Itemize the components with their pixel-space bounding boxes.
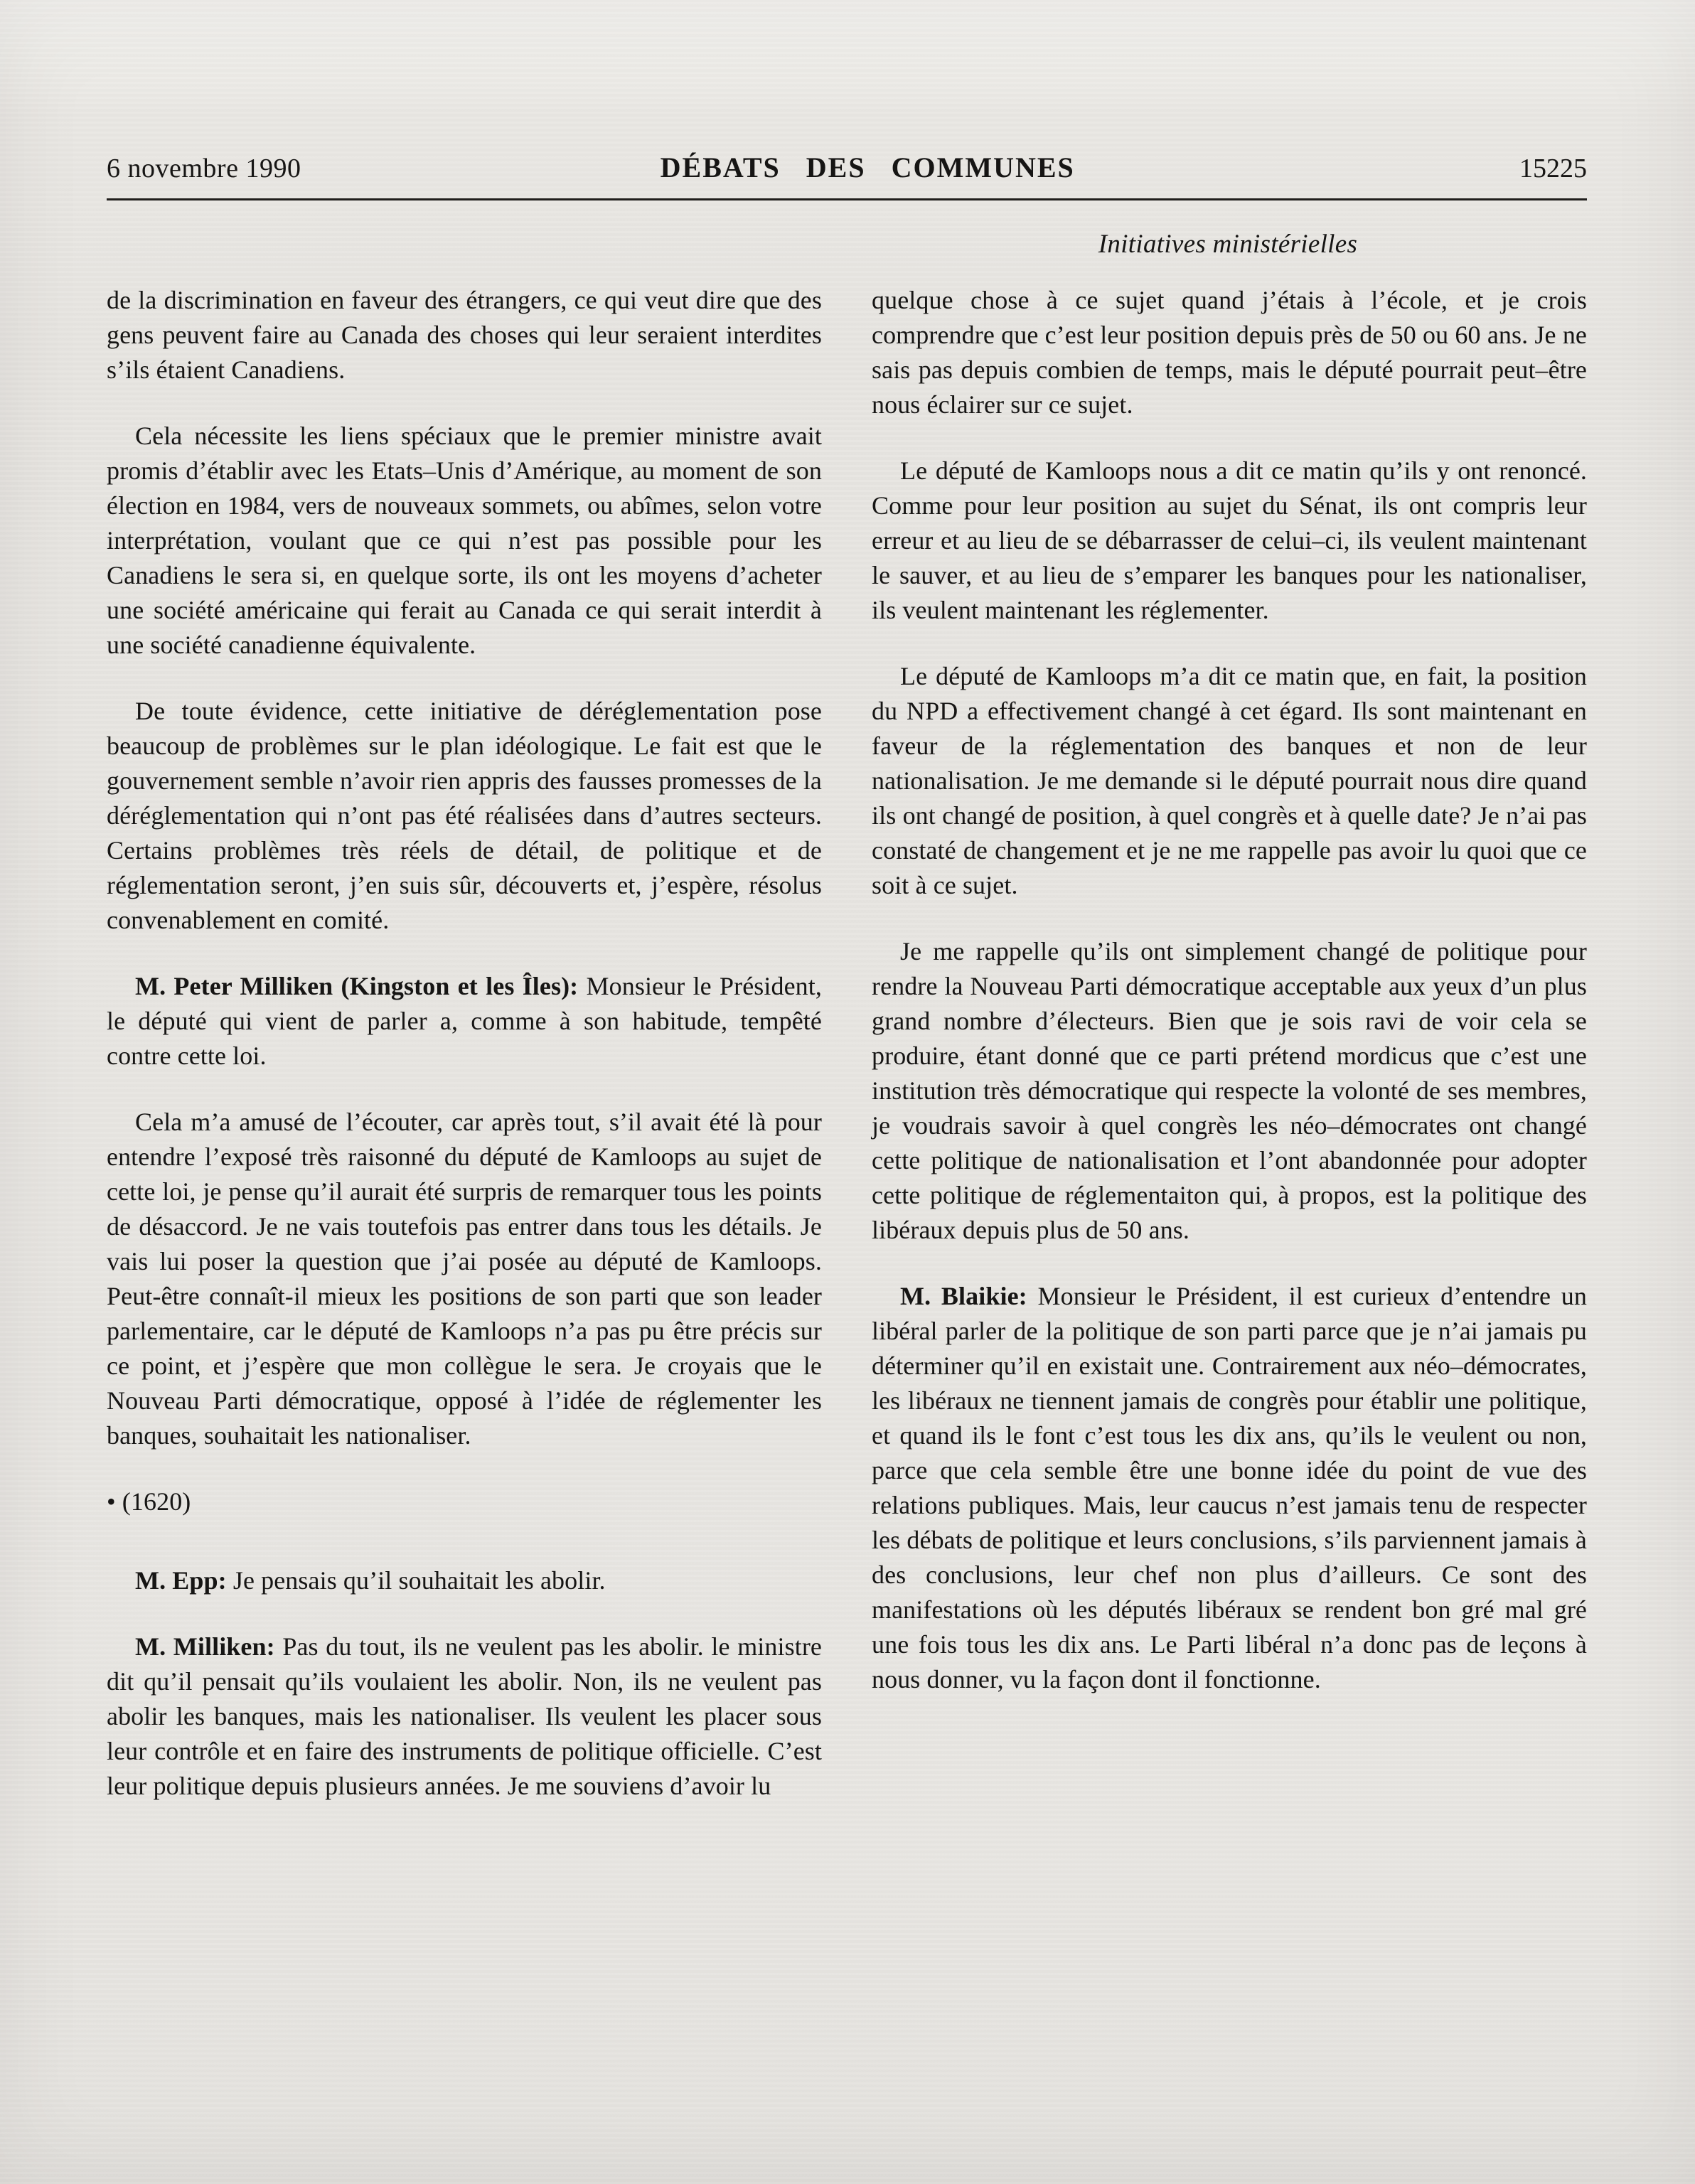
paragraph-text: De toute évidence, cette initiative de déréglementation pose beaucoup de problèmes sur le plan idéologique. Le fait est que le gouvernement semble n’avoir rien appris des fausses promesses de la déréglementation qui n’ont pas été réalisées dans d’autres secteurs. Certains problèmes très réels de détail, de politique et de réglementation seront, j’en suis sûr, découverts et, j’espère, résolus convenablement en comité.	[107, 697, 822, 934]
paragraph-text: Pas du tout, ils ne veulent pas les abolir. le ministre dit qu’il pensait qu’ils voulaient les abolir. Non, ils ne veulent pas abolir les banques, mais les nationaliser. Ils veulent les placer sous leur contrôle et en faire des instruments de politique officielle. C’est leur politique depuis plusieurs années. Je me souviens d’avoir lu	[107, 1632, 822, 1800]
paragraph-text: Le député de Kamloops nous a dit ce matin qu’ils y ont renoncé. Comme pour leur position au sujet du Sénat, ils ont compris leur erreur et au lieu de se débarrasser de celui–ci, ils veulent maintenant le sauver, et au lieu de s’emparer les banques pour les nationaliser, ils veulent maintenant les réglementer.	[872, 456, 1587, 624]
paragraph	[107, 694, 822, 938]
speaker-name: M. Peter Milliken (Kingston et les Îles):	[135, 972, 579, 1000]
page-title: DÉBATS DES COMMUNES	[660, 151, 1075, 183]
paragraph-text: Je me rappelle qu’ils ont simplement changé de politique pour rendre la Nouveau Parti démocratique acceptable aux yeux d’un plus grand nombre d’électeurs. Bien que je sois ravi de voir cela se produire, étant donné que ce parti prétend mordicus que c’est une institution très démocratique qui respecte la volonté de ses membres, je voudrais savoir à quel congrès les néo–démocrates ont changé cette politique de nationalisation et l’ont abandonnée pour adopter cette politique de réglementaiton qui, à propos, est la politique des libéraux depuis plus de 50 ans.	[872, 937, 1587, 1244]
paragraph-text: de la discrimination en faveur des étrangers, ce qui veut dire que des gens peuvent faire au Canada des choses qui leur seraient interdites s’ils étaient Canadiens.	[107, 286, 822, 384]
paragraph-text: quelque chose à ce sujet quand j’étais à l’école, et je crois comprendre que c’est leur position depuis près de 50 ou 60 ans. Je ne sais pas depuis combien de temps, mais le député pourrait peut–être nous éclairer sur ce sujet.	[872, 286, 1587, 419]
paragraph	[872, 454, 1587, 628]
speaker-name: M. Blaikie:	[900, 1282, 1027, 1310]
running-head-row	[107, 151, 1587, 184]
paragraph-text: Monsieur le Président, il est curieux d’entendre un libéral parler de la politique de son parti parce que je n’ai jamais pu déterminer qu’il en existait une. Contrairement aux néo–démocrates, les libéraux ne tiennent jamais de congrès pour établir une politique, et quand ils le font c’est tous les dix ans, qu’ils le veulent ou non, parce que cela semble être une bonne idée du point de vue des relations publiques. Mais, leur caucus n’est jamais tenu de respecter les débats de politique et leurs conclusions, s’ils parviennent jamais à des conclusions, leur chef non plus d’ailleurs. Ce sont des manifestations où les députés libéraux se rendent bon gré mal gré une fois tous les dix ans. Le Parti libéral n’a donc pas de leçons à nous donner, vu la façon dont il fonctionne.	[872, 1282, 1587, 1693]
left-column	[107, 283, 822, 1835]
section-heading: Initiatives ministérielles	[1098, 230, 1358, 259]
paragraph-text: Monsieur le Président, le député qui vient de parler a, comme à son habitude, tempêté contre cette loi.	[107, 972, 822, 1070]
speech-paragraph	[107, 969, 822, 1074]
speaker-name: M. Epp:	[135, 1566, 227, 1595]
paragraph	[107, 419, 822, 663]
timestamp-marker	[107, 1484, 822, 1519]
paragraph	[107, 283, 822, 387]
speech-paragraph	[107, 1563, 822, 1598]
timestamp-text: • (1620)	[107, 1487, 191, 1516]
speaker-name: M. Milliken:	[135, 1632, 275, 1661]
header-rule	[107, 198, 1587, 200]
paragraph-text: Le député de Kamloops m’a dit ce matin que, en fait, la position du NPD a effectivement changé à cet égard. Ils sont maintenant en faveur de la réglementation des banques et non de leur nationalisation. Je me demande si le député pourrait nous dire quand ils ont changé de position, à quel congrès et à quelle date? Je n’ai pas constaté de changement et je ne me rappelle pas avoir lu quoi que ce soit à ce sujet.	[872, 662, 1587, 899]
page-date: 6 novembre 1990	[107, 154, 301, 183]
paragraph	[872, 659, 1587, 903]
paragraph-text: Je pensais qu’il souhaitait les abolir.	[226, 1566, 606, 1595]
speech-paragraph	[107, 1629, 822, 1804]
page-number: 15225	[1519, 154, 1587, 183]
paragraph	[872, 934, 1587, 1248]
running-head	[107, 151, 1587, 200]
paragraph-text: Cela nécessite les liens spéciaux que le premier ministre avait promis d’établir avec les Etats–Unis d’Amérique, au moment de son élection en 1984, vers de nouveaux sommets, ou abîmes, selon votre interprétation, voulant que ce qui n’est pas possible pour les Canadiens le sera si, en quelque sorte, ils ont les moyens d’acheter une société américaine qui ferait au Canada ce qui serait interdit à une société canadienne équivalente.	[107, 422, 822, 659]
speech-paragraph	[872, 1279, 1587, 1697]
paragraph	[872, 283, 1587, 422]
paragraph	[107, 1105, 822, 1453]
text-columns	[107, 283, 1587, 1835]
paragraph-text: Cela m’a amusé de l’écouter, car après tout, s’il avait été là pour entendre l’exposé très raisonné du député de Kamloops au sujet de cette loi, je pense qu’il aurait été surpris de remarquer tous les points de désaccord. Je ne vais toutefois pas entrer dans tous les détails. Je vais lui poser la question que j’ai posée au député de Kamloops. Peut-être connaît-il mieux les positions de son parti que son leader parlementaire, car le député de Kamloops n’a pas pu être précis sur ce point, et j’espère que mon collègue le sera. Je croyais que le Nouveau Parti démocratique, opposé à l’idée de réglementer les banques, souhaitait les nationaliser.	[107, 1108, 822, 1450]
right-column	[872, 283, 1587, 1835]
